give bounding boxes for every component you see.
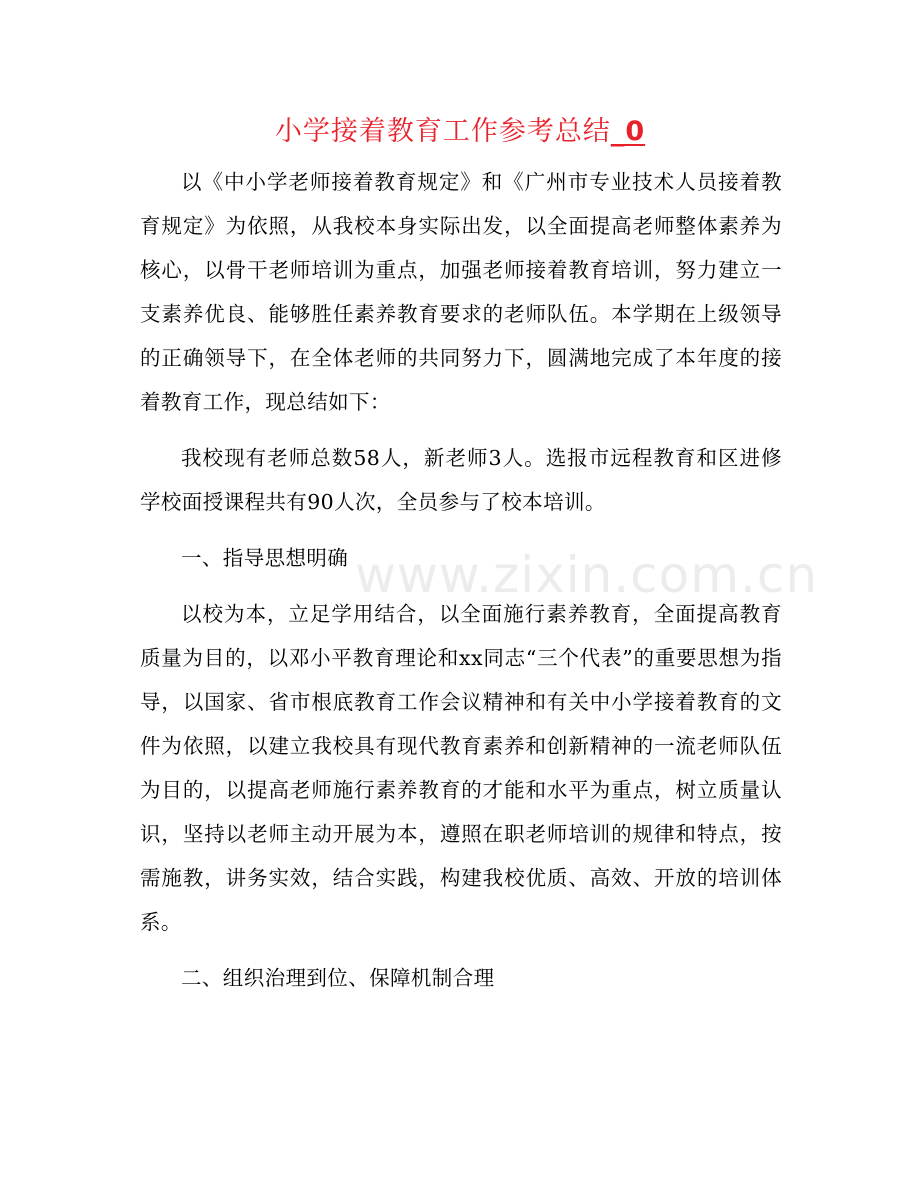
document-body	[140, 160, 819, 1012]
section-1-heading: 一、指导思想明确	[181, 546, 349, 570]
document-title-suffix: _0	[610, 116, 646, 147]
section-1-paragraph: 以校为本，立足学用结合，以全面施行素养教育，全面提高教育质量为目的，以邓小平教育理论和xx同志“三个代表”的重要思想为指导，以国家、省市根底教育工作会议精神和有关中小学接着教育的文件为依照，以建立我校具有现代教育素养和创新精神的一流老师队伍为目的，以提高老师施行素养教育的才能和水平为重点，树立质量认识，坚持以老师主动开展为本，遵照在职老师培训的规律和特点，按需施教，讲务实效，结合实践，构建我校优质、高效、开放的培训体系。	[140, 602, 782, 934]
watermark: www.zixin.com.cn	[355, 546, 819, 604]
section-2-heading: 二、组织治理到位、保障机制合理	[181, 966, 495, 990]
staff-paragraph: 我校现有老师总数58人，新老师3人。选报市远程教育和区进修学校面授课程共有90人次，全员参与了校本培训。	[140, 446, 782, 514]
intro-paragraph: 以《中小学老师接着教育规定》和《广州市专业技术人员接着教育规定》为依照，从我校本身实际出发，以全面提高老师整体素养为核心，以骨干老师培训为重点，加强老师接着教育培训，努力建立一支素养优良、能够胜任素养教育要求的老师队伍。本学期在上级领导的正确领导下，在全体老师的共同努力下，圆满地完成了本年度的接着教育工作，现总结如下：	[140, 170, 782, 414]
document-title	[0, 112, 920, 152]
document-title-main: 小学接着教育工作参考总结	[274, 116, 611, 147]
